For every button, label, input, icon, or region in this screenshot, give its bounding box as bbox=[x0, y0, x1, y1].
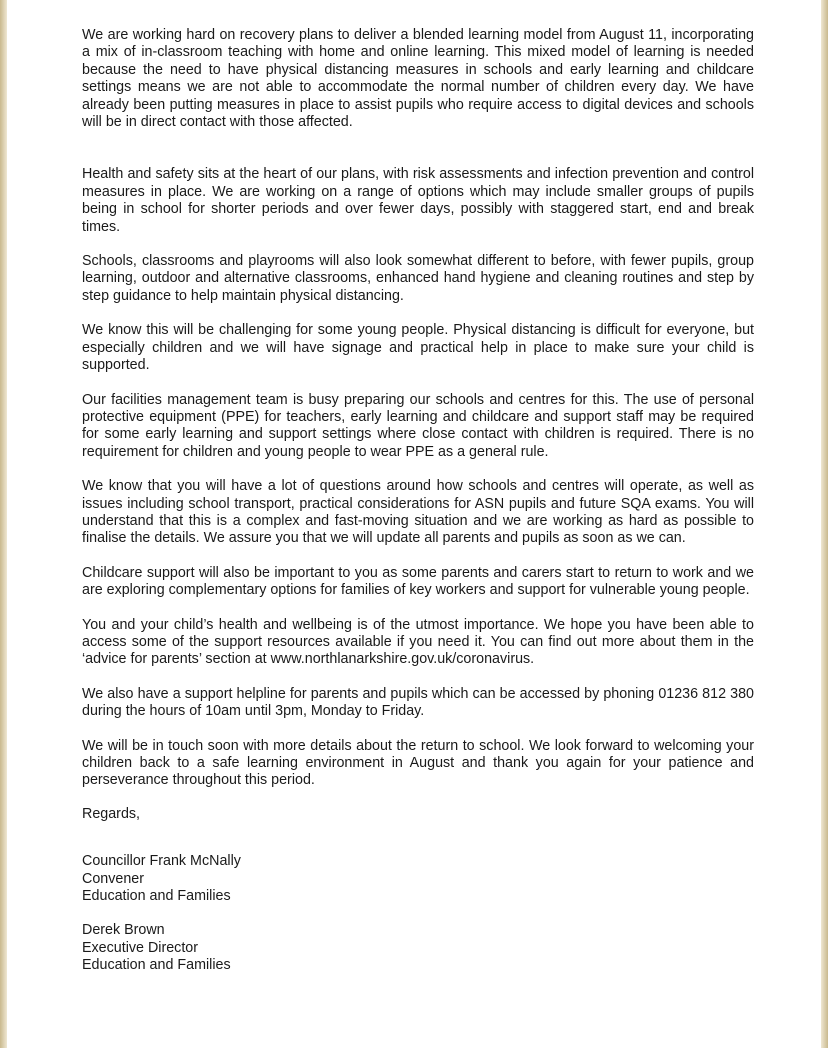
paragraph-helpline: We also have a support helpline for parents and pupils which can be accessed by phoning 01236 812 380 during the hours of 10am until 3pm, Monday to Friday. bbox=[82, 685, 754, 720]
signatory-department: Education and Families bbox=[82, 888, 231, 905]
signatory-name: Councillor Frank McNally bbox=[82, 853, 241, 870]
signatory-name: Derek Brown bbox=[82, 922, 165, 939]
page-edge-left bbox=[0, 0, 7, 1048]
letter-body bbox=[82, 27, 754, 992]
page-edge-right bbox=[821, 0, 828, 1048]
paragraph-questions: We know that you will have a lot of questions around how schools and centres will operate, as well as issues including school transport, practical considerations for ASN pupils and future SQA exams. You will understand that this is a complex and fast-moving situation and we are working as hard as possible to finalise the details. We assure you that we will update all parents and pupils as soon as we can. bbox=[82, 478, 754, 547]
signatory-title: Executive Director bbox=[82, 939, 199, 956]
paragraph-wellbeing: You and your child’s health and wellbeing is of the utmost importance. We hope you have been able to access some of the support resources available if you need it. You can find out more about them in the ‘advice for parents’ section at www.northlanarkshire.gov.uk/coronavirus. bbox=[82, 616, 754, 668]
paragraph-health-safety: Health and safety sits at the heart of our plans, with risk assessments and infection prevention and control measures in place. We are working on a range of options which may include smaller groups of pupils being in school for shorter periods and over fewer days, possibly with staggered start, end and break times. bbox=[82, 166, 754, 235]
signatory-convener bbox=[82, 853, 754, 905]
signatory-title: Convener bbox=[82, 870, 144, 887]
signatory-department: Education and Families bbox=[82, 957, 231, 974]
paragraph-ppe: Our facilities management team is busy preparing our schools and centres for this. The use of personal protective equipment (PPE) for teachers, early learning and childcare and support staff may be required for some early learning and support settings where close contact with children is required. There is no requirement for children and young people to wear PPE as a general rule. bbox=[82, 391, 754, 460]
paragraph-blended-learning: We are working hard on recovery plans to deliver a blended learning model from August 11, incorporating a mix of in-classroom teaching with home and online learning. This mixed model of learning is needed because the need to have physical distancing measures in schools and early learning and childcare settings means we are not able to accommodate the normal number of children every day. We have already been putting measures in place to assist pupils who require access to digital devices and schools will be in direct contact with those affected. bbox=[82, 27, 754, 131]
paragraph-childcare: Childcare support will also be important to you as some parents and carers start to return to work and we are exploring complementary options for families of key workers and support for vulnerable young people. bbox=[82, 564, 754, 599]
paragraph-return: We will be in touch soon with more details about the return to school. We look forward to welcoming your children back to a safe learning environment in August and thank you again for your patience and perseverance throughout this period. bbox=[82, 737, 754, 789]
closing-regards: Regards, bbox=[82, 805, 141, 822]
signatory-director bbox=[82, 922, 754, 974]
paragraph-challenging: We know this will be challenging for some young people. Physical distancing is difficult for everyone, but especially children and we will have signage and practical help in place to make sure your child is supported. bbox=[82, 322, 754, 374]
paragraph-classrooms: Schools, classrooms and playrooms will also look somewhat different to before, with fewer pupils, group learning, outdoor and alternative classrooms, enhanced hand hygiene and cleaning routines and step by step guidance to help maintain physical distancing. bbox=[82, 253, 754, 304]
